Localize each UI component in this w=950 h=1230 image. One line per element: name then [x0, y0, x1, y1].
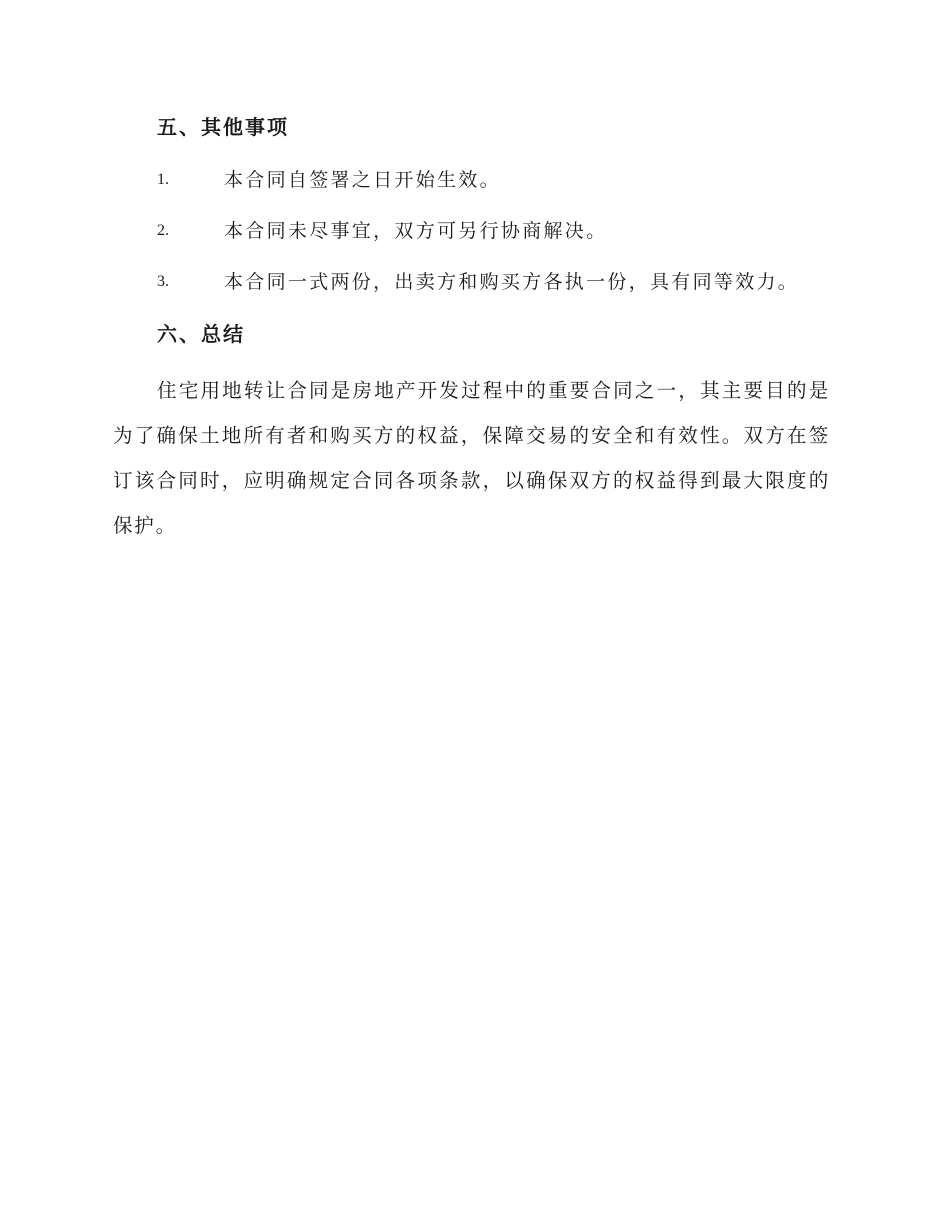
list-item-1 [157, 166, 857, 194]
section-heading-other-matters: 五、其他事项 [157, 115, 289, 139]
list-number: 3. [157, 273, 169, 290]
list-item-3 [157, 268, 857, 296]
list-number: 2. [157, 222, 169, 239]
section-heading-summary: 六、总结 [157, 322, 245, 346]
list-number: 1. [157, 171, 169, 188]
summary-paragraph: 住宅用地转让合同是房地产开发过程中的重要合同之一，其主要目的是为了确保土地所有者和购买方的权益，保障交易的安全和有效性。双方在签订该合同时，应明确规定合同各项条款，以确保双方的权益得到最大限度的保护。 [113, 379, 830, 537]
list-item-2 [157, 217, 857, 245]
list-text: 本合同一式两份，出卖方和购买方各执一份，具有同等效力。 [224, 271, 800, 293]
list-text: 本合同自签署之日开始生效。 [224, 169, 501, 191]
list-text: 本合同未尽事宜，双方可另行协商解决。 [224, 220, 608, 242]
